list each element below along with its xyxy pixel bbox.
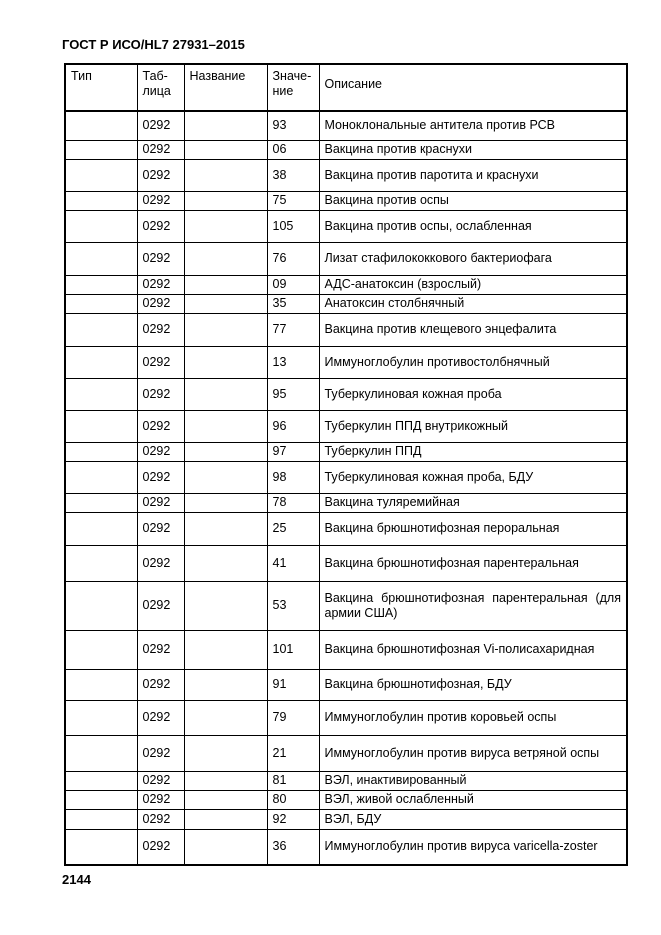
cell-name — [184, 735, 267, 771]
cell-type — [65, 140, 137, 159]
cell-description: Вакцина брюшнотифозная парентеральная — [319, 545, 627, 581]
cell-type — [65, 790, 137, 809]
cell-value: 78 — [267, 493, 319, 512]
cell-value: 36 — [267, 829, 319, 865]
cell-table: 0292 — [137, 111, 184, 140]
cell-table: 0292 — [137, 809, 184, 829]
cell-description: Туберкулиновая кожная проба, БДУ — [319, 461, 627, 493]
cell-value: 81 — [267, 771, 319, 790]
table-row — [65, 700, 627, 735]
cell-type — [65, 275, 137, 294]
cell-value: 105 — [267, 210, 319, 242]
cell-value: 79 — [267, 700, 319, 735]
cell-value: 77 — [267, 313, 319, 346]
cell-name — [184, 771, 267, 790]
table-row — [65, 630, 627, 669]
table-row — [65, 313, 627, 346]
cell-table: 0292 — [137, 442, 184, 461]
cell-type — [65, 512, 137, 545]
table-row — [65, 493, 627, 512]
cell-description: Иммуноглобулин против вируса ветряной оспы — [319, 735, 627, 771]
cell-description: Лизат стафилококкового бактериофага — [319, 242, 627, 275]
cell-description: Иммуноглобулин против вируса varicella-zoster — [319, 829, 627, 865]
table-row — [65, 111, 627, 140]
cell-name — [184, 191, 267, 210]
cell-value: 98 — [267, 461, 319, 493]
cell-name — [184, 630, 267, 669]
cell-type — [65, 159, 137, 191]
cell-value: 41 — [267, 545, 319, 581]
cell-name — [184, 790, 267, 809]
table-body — [65, 111, 627, 865]
cell-name — [184, 159, 267, 191]
cell-description: Вакцина против оспы — [319, 191, 627, 210]
cell-type — [65, 771, 137, 790]
cell-value: 13 — [267, 346, 319, 378]
cell-name — [184, 512, 267, 545]
cell-type — [65, 545, 137, 581]
table-row — [65, 410, 627, 442]
cell-table: 0292 — [137, 242, 184, 275]
table-row — [65, 829, 627, 865]
cell-name — [184, 700, 267, 735]
cell-value: 09 — [267, 275, 319, 294]
cell-value: 35 — [267, 294, 319, 313]
table-row — [65, 790, 627, 809]
cell-type — [65, 294, 137, 313]
cell-description: ВЭЛ, живой ослабленный — [319, 790, 627, 809]
cell-table: 0292 — [137, 771, 184, 790]
cell-name — [184, 346, 267, 378]
cell-description: Вакцина брюшнотифозная пероральная — [319, 512, 627, 545]
cell-value: 96 — [267, 410, 319, 442]
cell-table: 0292 — [137, 346, 184, 378]
table-header-row — [65, 64, 627, 111]
cell-table: 0292 — [137, 545, 184, 581]
cell-name — [184, 581, 267, 630]
cell-type — [65, 630, 137, 669]
cell-value: 53 — [267, 581, 319, 630]
codes-table — [64, 63, 628, 866]
cell-value: 91 — [267, 669, 319, 700]
cell-table: 0292 — [137, 159, 184, 191]
cell-description: Вакцина брюшнотифозная, БДУ — [319, 669, 627, 700]
cell-value: 75 — [267, 191, 319, 210]
cell-value: 06 — [267, 140, 319, 159]
document-header: ГОСТ Р ИСО/HL7 27931–2015 — [62, 37, 245, 52]
cell-name — [184, 461, 267, 493]
cell-description: Иммуноглобулин против коровьей оспы — [319, 700, 627, 735]
cell-description: Вакцина против краснухи — [319, 140, 627, 159]
cell-name — [184, 210, 267, 242]
cell-value: 101 — [267, 630, 319, 669]
cell-name — [184, 809, 267, 829]
table-row — [65, 346, 627, 378]
cell-table: 0292 — [137, 493, 184, 512]
cell-table: 0292 — [137, 790, 184, 809]
cell-table: 0292 — [137, 378, 184, 410]
cell-description: Вакцина туляремийная — [319, 493, 627, 512]
cell-name — [184, 242, 267, 275]
cell-value: 93 — [267, 111, 319, 140]
cell-description: Туберкулин ППД внутрикожный — [319, 410, 627, 442]
cell-name — [184, 410, 267, 442]
table-row — [65, 512, 627, 545]
table-row — [65, 735, 627, 771]
cell-type — [65, 829, 137, 865]
cell-description: ВЭЛ, БДУ — [319, 809, 627, 829]
cell-value: 25 — [267, 512, 319, 545]
table-row — [65, 809, 627, 829]
cell-name — [184, 545, 267, 581]
table-row — [65, 191, 627, 210]
cell-description: Вакцина против клещевого энцефалита — [319, 313, 627, 346]
table-row — [65, 771, 627, 790]
cell-table: 0292 — [137, 581, 184, 630]
column-header-description: Описание — [319, 64, 627, 111]
column-header-name: Название — [184, 64, 267, 111]
cell-table: 0292 — [137, 512, 184, 545]
column-header-value: Значе- ние — [267, 64, 319, 111]
cell-name — [184, 313, 267, 346]
cell-value: 80 — [267, 790, 319, 809]
cell-name — [184, 493, 267, 512]
table-row — [65, 545, 627, 581]
table-row — [65, 210, 627, 242]
cell-value: 38 — [267, 159, 319, 191]
cell-name — [184, 378, 267, 410]
cell-value: 92 — [267, 809, 319, 829]
cell-type — [65, 461, 137, 493]
cell-description: Моноклональные антитела против РСВ — [319, 111, 627, 140]
cell-name — [184, 669, 267, 700]
cell-table: 0292 — [137, 700, 184, 735]
cell-description: Туберкулиновая кожная проба — [319, 378, 627, 410]
cell-description: Вакцина против оспы, ослабленная — [319, 210, 627, 242]
table-row — [65, 294, 627, 313]
table-row — [65, 378, 627, 410]
table-row — [65, 275, 627, 294]
cell-table: 0292 — [137, 191, 184, 210]
cell-value: 76 — [267, 242, 319, 275]
cell-value: 95 — [267, 378, 319, 410]
cell-table: 0292 — [137, 735, 184, 771]
cell-name — [184, 294, 267, 313]
cell-table: 0292 — [137, 275, 184, 294]
cell-type — [65, 735, 137, 771]
cell-type — [65, 410, 137, 442]
cell-name — [184, 111, 267, 140]
cell-name — [184, 275, 267, 294]
cell-description: Вакцина брюшнотифозная парентеральная (для армии США) — [319, 581, 627, 630]
page-number: 2144 — [62, 872, 91, 887]
cell-type — [65, 313, 137, 346]
cell-name — [184, 829, 267, 865]
cell-type — [65, 210, 137, 242]
cell-type — [65, 378, 137, 410]
cell-table: 0292 — [137, 829, 184, 865]
cell-table: 0292 — [137, 669, 184, 700]
cell-type — [65, 191, 137, 210]
cell-table: 0292 — [137, 410, 184, 442]
cell-table: 0292 — [137, 313, 184, 346]
column-header-table: Таб- лица — [137, 64, 184, 111]
table-row — [65, 442, 627, 461]
table-row — [65, 461, 627, 493]
cell-type — [65, 669, 137, 700]
cell-table: 0292 — [137, 294, 184, 313]
cell-description: ВЭЛ, инактивированный — [319, 771, 627, 790]
cell-value: 97 — [267, 442, 319, 461]
cell-table: 0292 — [137, 461, 184, 493]
cell-name — [184, 140, 267, 159]
column-header-type: Тип — [65, 64, 137, 111]
cell-type — [65, 493, 137, 512]
cell-value: 21 — [267, 735, 319, 771]
cell-description: Вакцина брюшнотифозная Vi-полисахаридная — [319, 630, 627, 669]
cell-type — [65, 581, 137, 630]
cell-type — [65, 111, 137, 140]
cell-type — [65, 346, 137, 378]
table-row — [65, 140, 627, 159]
cell-table: 0292 — [137, 140, 184, 159]
cell-name — [184, 442, 267, 461]
cell-description: Анатоксин столбнячный — [319, 294, 627, 313]
table-row — [65, 669, 627, 700]
cell-type — [65, 242, 137, 275]
cell-description: АДС-анатоксин (взрослый) — [319, 275, 627, 294]
cell-description: Иммуноглобулин противостолбнячный — [319, 346, 627, 378]
cell-type — [65, 700, 137, 735]
cell-type — [65, 809, 137, 829]
cell-type — [65, 442, 137, 461]
table-row — [65, 581, 627, 630]
cell-table: 0292 — [137, 630, 184, 669]
cell-description: Туберкулин ППД — [319, 442, 627, 461]
table-row — [65, 159, 627, 191]
cell-description: Вакцина против паротита и краснухи — [319, 159, 627, 191]
table-row — [65, 242, 627, 275]
cell-table: 0292 — [137, 210, 184, 242]
